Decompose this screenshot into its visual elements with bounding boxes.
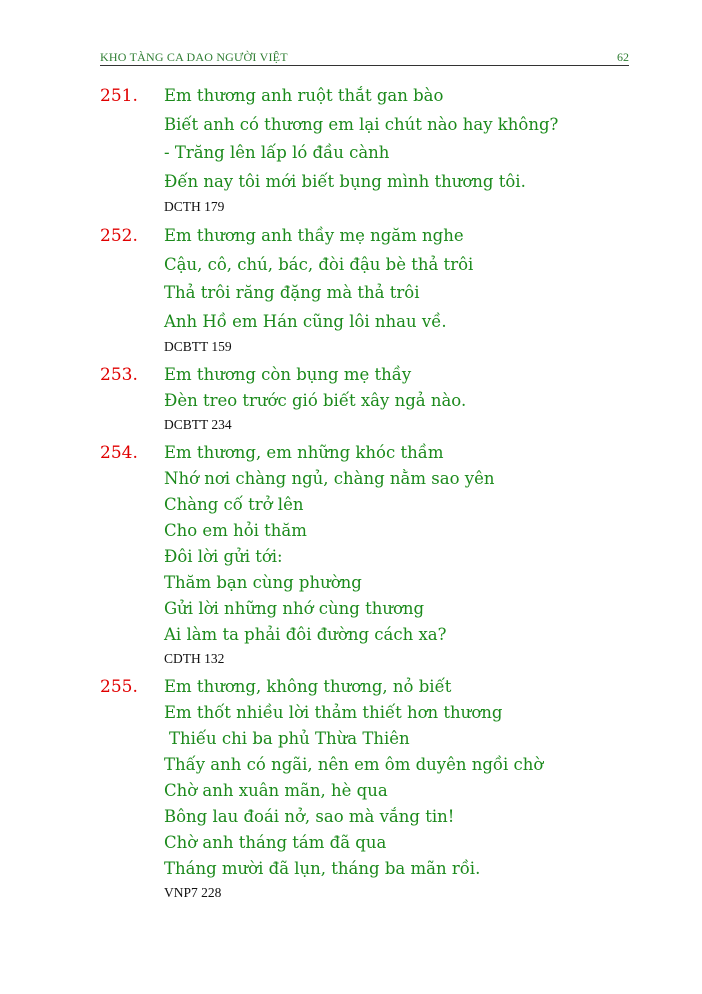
verse-line: Thăm bạn cùng phường xyxy=(164,573,362,592)
verse-line: Em thương anh thầy mẹ ngăm nghe xyxy=(164,226,464,245)
entry-number: 254. xyxy=(100,443,138,463)
verse-line: Cậu, cô, chú, bác, đòi đậu bè thả trôi xyxy=(164,254,474,274)
verse-line: Chàng cố trở lên xyxy=(164,495,304,514)
verse-line: Anh Hồ em Hán cũng lôi nhau về. xyxy=(164,311,447,331)
source-reference: VNP7 228 xyxy=(164,885,222,900)
verse-line: Đến nay tôi mới biết bụng mình thương tôi. xyxy=(164,171,526,191)
verse-line: Em thương, không thương, nỏ biết xyxy=(164,677,452,696)
verse-line: Em thương anh ruột thắt gan bào xyxy=(164,86,444,105)
verse-line: Biết anh có thương em lại chút nào hay không? xyxy=(164,114,559,134)
verse-line: Thiếu chi ba phủ Thừa Thiên xyxy=(169,729,410,748)
page-number: 62 xyxy=(617,50,629,64)
verse-line: Em thốt nhiều lời thảm thiết hơn thương xyxy=(164,703,503,722)
verse-line: Em thương còn bụng mẹ thầy xyxy=(164,365,412,384)
verse-line: Em thương, em những khóc thầm xyxy=(164,443,444,462)
verse-line: Đèn treo trước gió biết xây ngả nào. xyxy=(164,391,467,410)
source-reference: DCBTT 234 xyxy=(164,417,232,432)
verse-line: Cho em hỏi thăm xyxy=(164,521,307,540)
poem-entry-255 xyxy=(100,674,629,902)
page-header xyxy=(100,49,629,66)
verse-line: Thả trôi răng đặng mà thả trôi xyxy=(164,283,420,302)
entry-number: 253. xyxy=(100,365,138,385)
poem-entry-254 xyxy=(100,440,629,668)
verse-line: Nhớ nơi chàng ngủ, chàng nằm sao yên xyxy=(164,469,495,488)
entry-number: 255. xyxy=(100,677,138,697)
poem-entry-253 xyxy=(100,362,629,434)
verse-line: Gửi lời những nhớ cùng thương xyxy=(164,599,425,618)
poem-entry-251 xyxy=(100,82,629,216)
source-reference: DCBTT 159 xyxy=(164,339,232,354)
verse-line: Chờ anh tháng tám đã qua xyxy=(164,833,387,852)
book-title: KHO TÀNG CA DAO NGƯỜI VIỆT xyxy=(100,50,288,64)
verse-line: Bông lau đoái nở, sao mà vắng tin! xyxy=(164,807,455,826)
source-reference: DCTH 179 xyxy=(164,199,225,214)
verse-line: Chờ anh xuân mãn, hè qua xyxy=(164,781,388,800)
source-reference: CDTH 132 xyxy=(164,651,225,666)
verse-line: - Trăng lên lấp ló đầu cành xyxy=(164,143,390,162)
entry-number: 251. xyxy=(100,86,138,106)
verse-line: Ai làm ta phải đôi đường cách xa? xyxy=(164,625,447,644)
entry-number: 252. xyxy=(100,226,138,246)
verse-line: Đôi lời gửi tới: xyxy=(164,547,283,566)
verse-line: Tháng mười đã lụn, tháng ba mãn rồi. xyxy=(164,859,481,878)
poem-list xyxy=(100,82,629,908)
poem-entry-252 xyxy=(100,222,629,356)
verse-line: Thấy anh có ngãi, nên em ôm duyên ngồi chờ xyxy=(164,755,544,774)
